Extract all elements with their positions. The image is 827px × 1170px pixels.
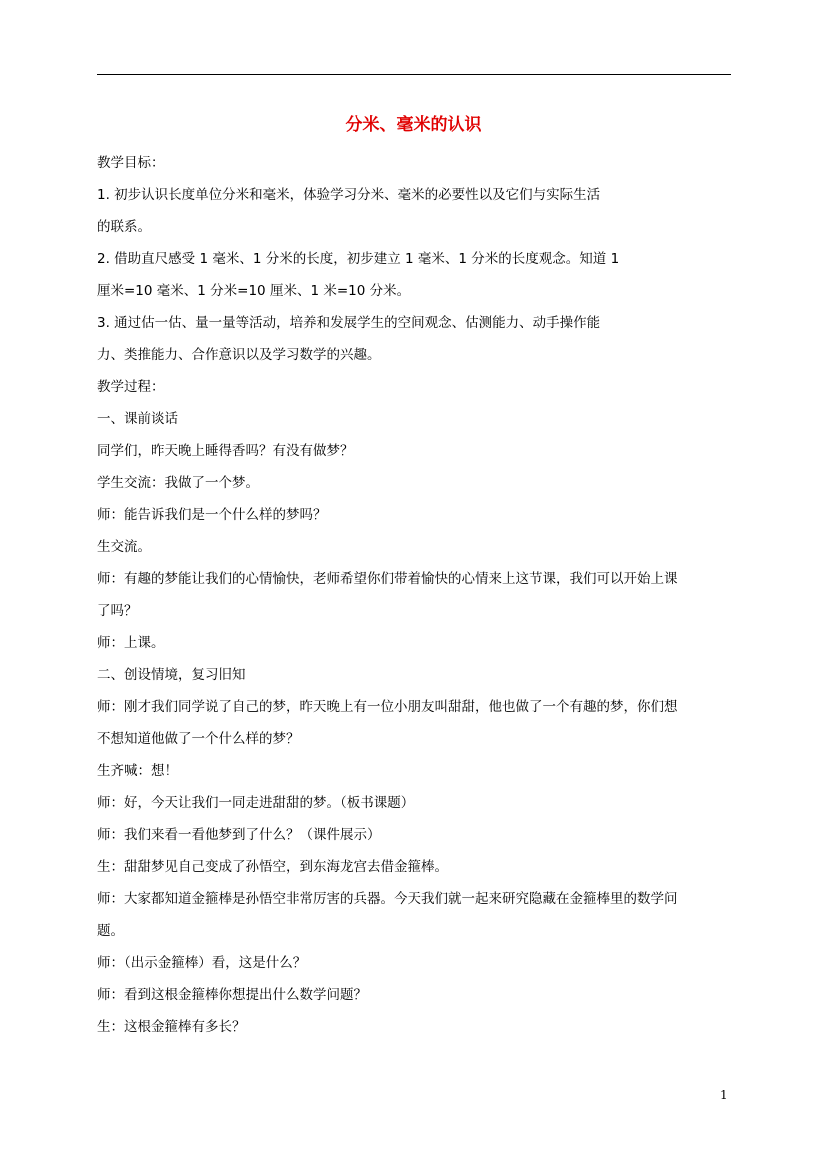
body-line: 生齐喊：想！ xyxy=(97,763,178,779)
body-line: 题。 xyxy=(97,923,124,939)
body-line: 同学们，昨天晚上睡得香吗？有没有做梦？ xyxy=(97,443,354,459)
body-line: 师：刚才我们同学说了自己的梦，昨天晚上有一位小朋友叫甜甜，他也做了一个有趣的梦，你们想 xyxy=(97,699,678,715)
body-line: 生：这根金箍棒有多长？ xyxy=(97,1019,246,1035)
body-line: 厘米=10 毫米、1 分米=10 厘米、1 米=10 分米。 xyxy=(97,283,411,299)
body-line: 的联系。 xyxy=(97,219,151,235)
body-line: 学生交流：我做了一个梦。 xyxy=(97,475,259,491)
document-body xyxy=(97,147,737,1043)
body-line: 一、课前谈话 xyxy=(97,411,178,427)
body-line: 教学目标： xyxy=(97,155,165,171)
body-line: 师：（出示金箍棒）看，这是什么？ xyxy=(97,955,307,971)
body-line: 2. 借助直尺感受 1 毫米、1 分米的长度，初步建立 1 毫米、1 分米的长度观念。知道 1 xyxy=(97,251,620,267)
body-line: 师：有趣的梦能让我们的心情愉快，老师希望你们带着愉快的心情来上这节课，我们可以开始上课 xyxy=(97,571,678,587)
body-line: 师：大家都知道金箍棒是孙悟空非常厉害的兵器。今天我们就一起来研究隐藏在金箍棒里的数学问 xyxy=(97,891,678,907)
body-line: 力、类推能力、合作意识以及学习数学的兴趣。 xyxy=(97,347,381,363)
body-line: 教学过程： xyxy=(97,379,165,395)
header-rule xyxy=(97,74,731,75)
body-line: 师：我们来看一看他梦到了什么？（课件展示） xyxy=(97,827,381,843)
body-line: 生：甜甜梦见自己变成了孙悟空，到东海龙宫去借金箍棒。 xyxy=(97,859,448,875)
document-title: 分米、毫米的认识 xyxy=(345,115,482,135)
body-line: 师：能告诉我们是一个什么样的梦吗？ xyxy=(97,507,327,523)
body-line: 二、创设情境，复习旧知 xyxy=(97,667,246,683)
body-line: 师：上课。 xyxy=(97,635,165,651)
body-line: 师：看到这根金箍棒你想提出什么数学问题？ xyxy=(97,987,367,1003)
body-line: 生交流。 xyxy=(97,539,151,555)
body-line: 3. 通过估一估、量一量等活动，培养和发展学生的空间观念、估测能力、动手操作能 xyxy=(97,315,601,331)
body-line: 1. 初步认识长度单位分米和毫米，体验学习分米、毫米的必要性以及它们与实际生活 xyxy=(97,187,601,203)
body-line: 不想知道他做了一个什么样的梦？ xyxy=(97,731,300,747)
body-line: 了吗？ xyxy=(97,603,138,619)
body-line: 师：好，今天让我们一同走进甜甜的梦。（板书课题） xyxy=(97,795,415,811)
page-number: 1 xyxy=(720,1088,728,1102)
